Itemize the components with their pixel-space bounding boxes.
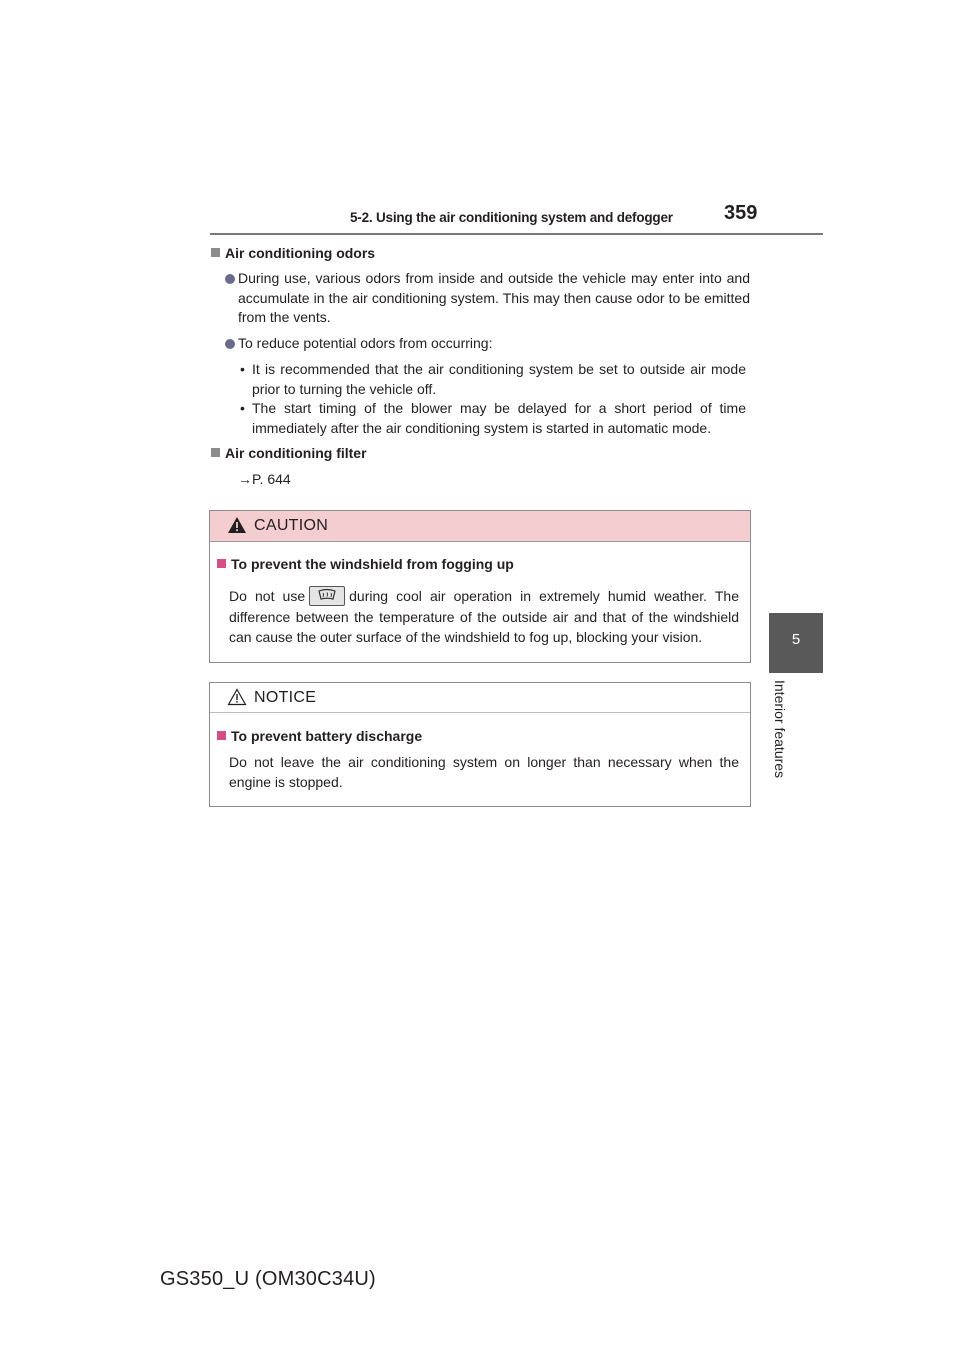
odors-heading: [211, 245, 375, 261]
caution-heading: [217, 556, 514, 572]
filter-heading-text: Air conditioning filter: [225, 445, 367, 461]
notice-heading: [217, 728, 422, 744]
windshield-defogger-icon: [309, 586, 345, 606]
odors-sub-bullet-1: It is recommended that the air conditioning system be set to outside air mode prior to turning the vehicle off.: [252, 361, 746, 397]
notice-body: Do not leave the air conditioning system on longer than necessary when the engine is stopped.: [229, 754, 739, 790]
chapter-tab: [769, 613, 823, 673]
caution-label: CAUTION: [254, 517, 329, 534]
sub-bullet-marker: •: [240, 400, 245, 416]
sub-bullet-marker: •: [240, 361, 245, 377]
caution-heading-text: To prevent the windshield from fogging up: [231, 556, 514, 572]
notice-header: [210, 683, 750, 713]
bullet-dot-icon: [225, 274, 235, 284]
caution-box: [209, 510, 751, 663]
bullet-dot-icon: [225, 339, 235, 349]
notice-square-icon: [217, 731, 226, 740]
odors-bullet-2: To reduce potential odors from occurring:: [238, 335, 493, 351]
odors-heading-text: Air conditioning odors: [225, 245, 376, 261]
chapter-label: Interior features: [772, 680, 788, 779]
section-square-icon: [211, 448, 220, 457]
page-number: 359: [724, 202, 758, 224]
notice-heading-text: To prevent battery discharge: [231, 728, 423, 744]
odors-sub-bullet-2: The start timing of the blower may be delayed for a short period of time immediately after the air conditioning system is started in automatic mode.: [252, 400, 746, 436]
caution-body: [229, 586, 739, 648]
caution-text-before: Do not use: [229, 588, 306, 604]
section-square-icon: [211, 248, 220, 257]
warning-triangle-icon: [227, 516, 247, 534]
caution-header: [210, 511, 750, 542]
notice-triangle-icon: [227, 688, 247, 706]
filter-heading: [211, 445, 367, 461]
odors-bullet-1: During use, various odors from inside and outside the vehicle may enter into and accumulate in the air conditioning system. This may then cause odor to be emitted from the vents.: [238, 270, 750, 325]
filter-page-reference[interactable]: →P. 644: [238, 471, 291, 487]
notice-box: [209, 682, 751, 807]
chapter-number: 5: [791, 631, 801, 648]
model-code-footer: GS350_U (OM30C34U): [160, 1268, 376, 1290]
chapter-label-container: [770, 680, 788, 790]
notice-label: NOTICE: [254, 689, 317, 706]
caution-text-after: during cool air operation in extremely humid weather. The difference between the temperature of the outside air and that of the windshield can cause the outer surface of the windshield to fog up, blocking your vision.: [229, 588, 739, 645]
section-title: 5-2. Using the air conditioning system and defogger: [350, 210, 673, 225]
header-divider: [210, 233, 823, 235]
caution-square-icon: [217, 559, 226, 568]
